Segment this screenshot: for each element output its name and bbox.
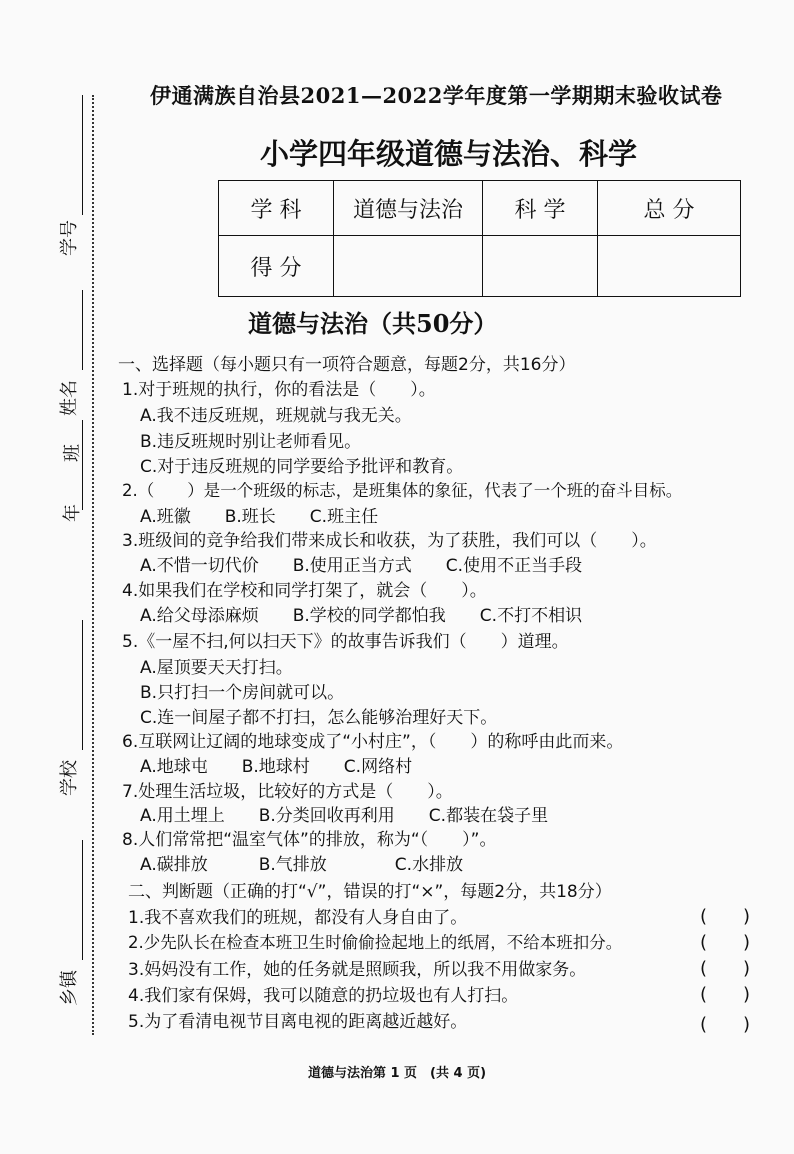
question-6: 6.互联网让辽阔的地球变成了“小村庄”，（ ）的称呼由此而来。 <box>122 732 624 752</box>
judgement-3: 3.妈妈没有工作，她的任务就是照顾我，所以我不用做家务。 <box>128 960 587 980</box>
judgement-1-answer[interactable]: ( ) <box>700 906 751 927</box>
question-7: 7.处理生活垃圾，比较好的方式是（ ）。 <box>122 782 453 802</box>
xuehao-blank[interactable] <box>82 95 83 215</box>
xingming-blank[interactable] <box>82 290 83 370</box>
binding-dotted-line <box>92 95 94 1035</box>
judgement-3-answer[interactable]: ( ) <box>700 958 751 979</box>
score-cell-label: 得 分 <box>219 236 334 297</box>
question-6-options: A.地球屯 B.地球村 C.网络村 <box>140 757 413 777</box>
part1-heading: 一、选择题（每小题只有一项符合题意，每题2分，共16分） <box>118 355 576 375</box>
xiangzhen-blank[interactable] <box>82 840 83 960</box>
judgement-5-answer[interactable]: ( ) <box>700 1014 751 1035</box>
judgement-5: 5.为了看清电视节目离电视的距离越近越好。 <box>128 1012 468 1032</box>
question-5-option-b: B.只打扫一个房间就可以。 <box>140 683 345 703</box>
question-3-options: A.不惜一切代价 B.使用正当方式 C.使用不正当手段 <box>140 556 583 576</box>
judgement-4: 4.我们家有保姆，我可以随意的扔垃圾也有人打扫。 <box>128 986 519 1006</box>
judgement-2-answer[interactable]: ( ) <box>700 932 751 953</box>
question-3: 3.班级间的竞争给我们带来成长和收获，为了获胜，我们可以（ ）。 <box>122 531 657 551</box>
xuexiao-blank[interactable] <box>82 620 83 750</box>
question-1-option-b: B.违反班规时别让老师看见。 <box>140 432 362 452</box>
nian-label: 年 <box>62 504 83 522</box>
score-cell-morality: 道德与法治 <box>334 181 483 236</box>
score-input-total[interactable] <box>598 236 741 297</box>
binding-margin <box>0 0 110 1154</box>
score-cell-total: 总 分 <box>598 181 741 236</box>
xiangzhen-label: 乡镇 <box>59 970 80 1006</box>
question-5: 5.《一屋不扫,何以扫天下》的故事告诉我们（ ）道理。 <box>122 632 569 652</box>
question-8-options: A.碳排放 B.气排放 C.水排放 <box>140 855 464 875</box>
xingming-label: 姓名 <box>59 380 80 416</box>
subject-title: 小学四年级道德与法治、科学 <box>260 137 638 171</box>
question-4-options: A.给父母添麻烦 B.学校的同学都怕我 C.不打不相识 <box>140 606 583 626</box>
question-8: 8.人们常常把“温室气体”的排放，称为“（ ）”。 <box>122 830 497 850</box>
question-2: 2.（ ）是一个班级的标志，是班集体的象征，代表了一个班的奋斗目标。 <box>122 481 683 500</box>
question-1-option-c: C.对于违反班规的同学要给予批评和教育。 <box>140 457 464 477</box>
question-7-options: A.用土埋上 B.分类回收再利用 C.都装在袋子里 <box>140 806 549 826</box>
exam-title: 伊通满族自治县2021—2022学年度第一学期期末验收试卷 <box>150 83 723 108</box>
score-input-morality[interactable] <box>334 236 483 297</box>
score-table <box>218 180 741 297</box>
score-cell-subject: 学 科 <box>219 181 334 236</box>
judgement-2: 2.少先队长在检查本班卫生时偷偷捡起地上的纸屑，不给本班扣分。 <box>128 933 623 952</box>
score-input-science[interactable] <box>483 236 598 297</box>
judgement-1: 1.我不喜欢我们的班规，都没有人身自由了。 <box>128 908 468 928</box>
score-table-header-row <box>219 181 741 236</box>
question-5-option-a: A.屋顶要天天打扫。 <box>140 658 293 678</box>
section-title: 道德与法治（共50分） <box>248 309 498 338</box>
ban-label: 班 <box>62 444 83 462</box>
question-1: 1.对于班规的执行，你的看法是（ ）。 <box>122 380 436 400</box>
nian-blank[interactable] <box>82 450 83 510</box>
question-2-options: A.班徽 B.班长 C.班主任 <box>140 507 379 527</box>
judgement-4-answer[interactable]: ( ) <box>700 984 751 1005</box>
question-5-option-c: C.连一间屋子都不打扫，怎么能够治理好天下。 <box>140 708 498 728</box>
question-4: 4.如果我们在学校和同学打架了，就会（ ）。 <box>122 581 487 601</box>
question-1-option-a: A.我不违反班规，班规就与我无关。 <box>140 406 412 426</box>
xuehao-label: 学号 <box>59 220 80 256</box>
score-cell-science: 科 学 <box>483 181 598 236</box>
part2-heading: 二、判断题（正确的打“√”，错误的打“×”，每题2分，共18分） <box>128 882 612 902</box>
score-table-score-row <box>219 236 741 297</box>
page-footer: 道德与法治第 1 页 (共 4 页) <box>307 1066 487 1081</box>
xuexiao-label: 学校 <box>59 760 80 796</box>
